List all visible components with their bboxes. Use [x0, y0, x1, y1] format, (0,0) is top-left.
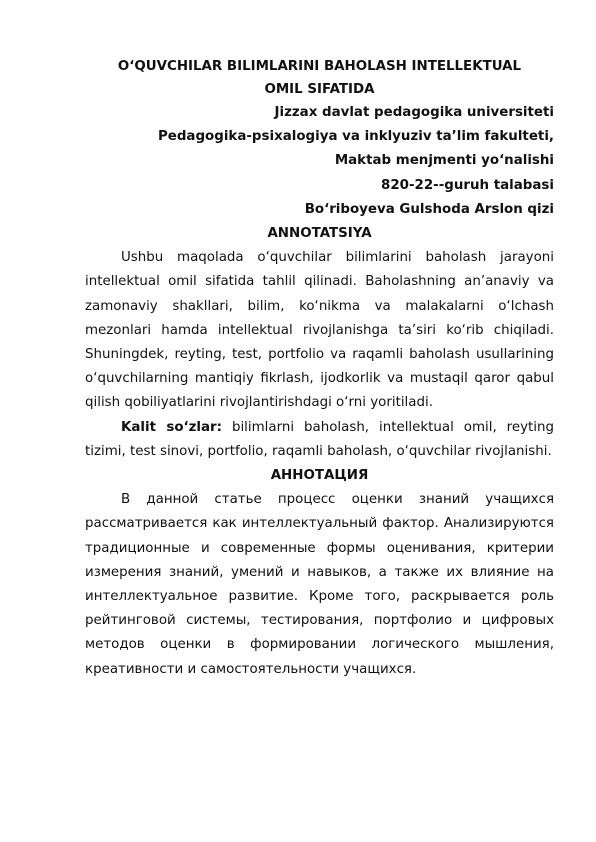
annotation-uz-heading: ANNOTATSIYA [267, 226, 372, 242]
author-faculty: Pedagogika-psixalogiya va inklyuziv ta’lim fakulteti, [157, 129, 554, 145]
keywords-label: Kalit so‘zlar: [121, 419, 222, 435]
author-name: Bo‘riboyeva Gulshoda Arslon qizi [304, 201, 554, 217]
keywords-paragraph [85, 416, 554, 464]
annotation-ru-text: В данной статье процесс оценки знаний учащихся рассматривается как интеллектуальный фактор. Анализируются традиционные и современные формы оценивания, критерии измерения знаний, умений и навыков, а также их влияние на интеллектуальное развитие. Кроме того, раскрывается роль рейтинговой системы, тестирования, портфолио и цифровых методов оценки в формировании логического мышления, креативности и самостоятельности учащихся. [85, 492, 554, 677]
article-page [85, 55, 554, 682]
author-university: Jizzax davlat pedagogika universiteti [274, 105, 554, 120]
author-program: Maktab menjmenti yo‘nalishi [334, 153, 554, 169]
author-group: 820-22--guruh talabasi [381, 177, 554, 193]
keywords-list: bilimlarni baholash, intellektual omil, reyting tizimi, test sinovi, portfolio, raqamli baholash, o‘quvchilar rivojlanishi. [85, 419, 554, 459]
annotation-ru-heading: АННОТАЦИЯ [270, 468, 369, 484]
annotation-uz-text: Ushbu maqolada o‘quvchilar bilimlarini baholash jarayoni intellektual omil sifatida tahlil qilinadi. Baholashning an’anaviy va zamonaviy shakllari, bilim, ko‘nikma va malakalarni o‘lchash mezonlari hamda intellektual rivojlanishga ta’siri ko‘rib chiqiladi. Shuningdek, reyting, test, portfolio va raqamli baholash usullarining o‘quvchilarning mantiqiy fikrlash, ijodkorlik va mustaqil qaror qabul qilish qobiliyatlarini rivojlantirishdagi o‘rni yoritiladi. [85, 250, 554, 411]
article-title-line-1: O‘QUVCHILAR BILIMLARINI BAHOLASH INTELLEKTUAL [117, 59, 522, 74]
article-title-line-2: OMIL SIFATIDA [264, 82, 375, 97]
